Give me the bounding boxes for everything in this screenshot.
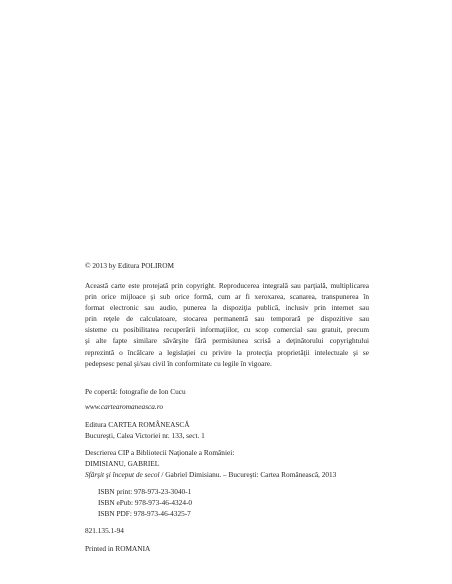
printed-in: Printed in ROMANIA — [85, 544, 151, 553]
isbn-pdf: ISBN PDF: 978-973-46-4325-7 — [98, 509, 191, 518]
isbn-epub: ISBN ePub: 978-973-46-4324-0 — [98, 498, 193, 507]
copyright-notice: © 2013 by Editura POLIROM — [85, 261, 175, 270]
legal-notice — [85, 280, 369, 369]
udc-code: 821.135.1-94 — [85, 526, 124, 535]
legal-line: prin reţele de calculatoare, stocarea permanentă sau temporară pe dispozitive sau — [85, 314, 369, 324]
legal-line: prin orice mijloace şi sub orice formă, cum ar fi xeroxarea, scanarea, transpunerea în — [85, 292, 369, 302]
cover-credit: Pe copertă: fotografie de Ion Cucu — [85, 387, 186, 396]
legal-line: şi alte fapte similare săvârşite fără permisiunea scrisă a deţinătorului copyrightului — [85, 336, 369, 346]
cip-description — [85, 469, 369, 480]
legal-line: pedepsesc penal şi/sau civil în conformitate cu legile în vigoare. — [85, 358, 272, 368]
legal-line: reprezintă o încălcare a legislaţiei cu privire la protecţia proprietăţii intelectuale şi se — [85, 347, 369, 357]
legal-line: sisteme cu posibilitatea recuperării informaţiilor, cu scop comercial sau gratuit, precum — [85, 325, 369, 335]
publisher-address: Bucureşti, Calea Victoriei nr. 133, sect. 1 — [85, 431, 205, 440]
publisher-website: www.cartearomaneasca.ro — [85, 402, 163, 411]
cip-title: Descrierea CIP a Bibliotecii Naţionale a României: — [85, 448, 235, 457]
cip-author: DIMISIANU, GABRIEL — [85, 459, 160, 468]
legal-line: Această carte este protejată prin copyright. Reproducerea integrală sau parţială, multiplicarea — [85, 281, 369, 290]
isbn-print: ISBN print: 978-973-23-3040-1 — [98, 487, 192, 496]
legal-line: format electronic sau audio, punerea la dispoziţia publică, inclusiv prin internet sau — [85, 303, 369, 313]
publisher-name: Editura CARTEA ROMÂNEASCĂ — [85, 420, 190, 429]
cip-details: / Gabriel Dimisianu. – Bucureşti: Cartea Românească, 2013 — [159, 470, 337, 479]
cip-book-title: Sfârşit şi început de secol — [85, 470, 160, 479]
